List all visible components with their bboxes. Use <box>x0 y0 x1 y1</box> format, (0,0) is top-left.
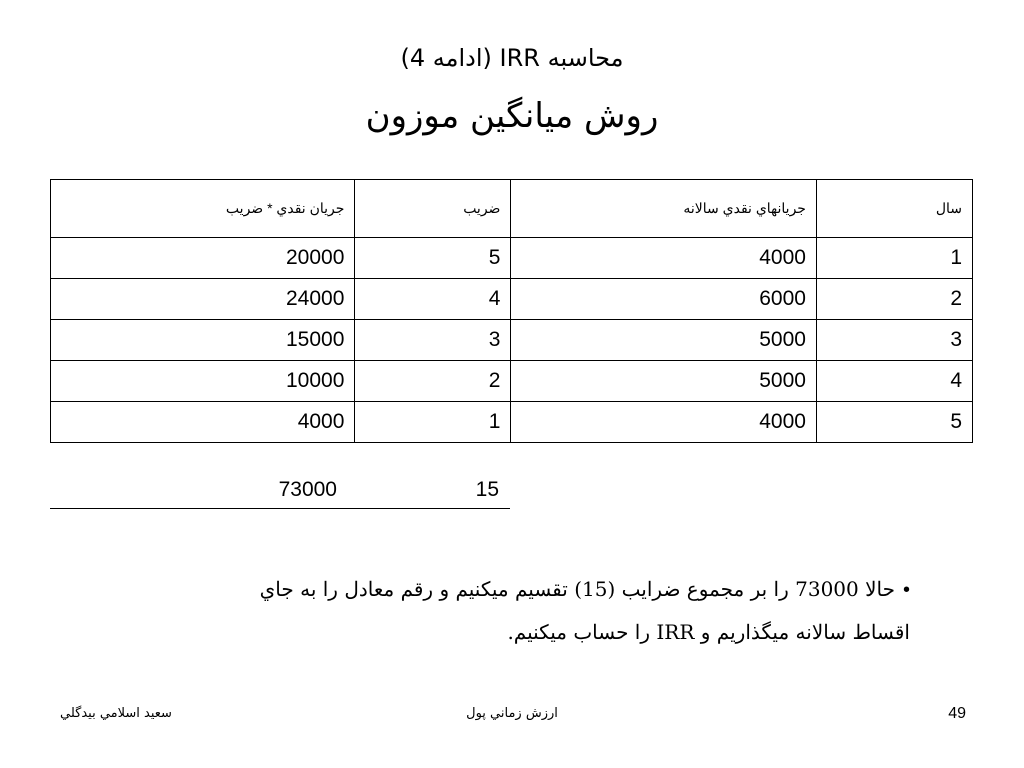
table-header-row <box>51 180 973 238</box>
slide-subtitle: محاسبه IRR (ادامه 4) <box>400 44 624 72</box>
table-row <box>51 320 973 361</box>
cell-year: 1 <box>816 238 972 279</box>
footer-author: سعيد اسلامي بيدگلي <box>60 706 172 721</box>
note-line-2: اقساط سالانه ميگذاريم و IRR را حساب ميكنيم. <box>507 620 910 644</box>
cell-coefficient: 1 <box>355 402 511 443</box>
header-coefficient: ضريب <box>355 180 511 238</box>
cell-cash-flow: 4000 <box>511 402 817 443</box>
bullet-icon: • <box>902 579 910 601</box>
cell-product: 20000 <box>51 238 355 279</box>
cell-product: 15000 <box>51 320 355 361</box>
cell-product: 4000 <box>51 402 355 443</box>
total-product: 73000 <box>278 478 337 501</box>
cell-product: 10000 <box>51 361 355 402</box>
cell-year: 4 <box>816 361 972 402</box>
note-text-1: حالا 73000 را بر مجموع ضرايب (15) تقسيم ميكنيم و رقم معادل را به جاي <box>259 577 895 601</box>
header-annual-cash-flow: جريانهاي نقدي سالانه <box>511 180 817 238</box>
totals-row <box>50 474 510 509</box>
page-number: 49 <box>948 705 966 722</box>
cell-cash-flow: 5000 <box>511 320 817 361</box>
cell-coefficient: 4 <box>355 279 511 320</box>
cell-coefficient: 2 <box>355 361 511 402</box>
footer-topic: ارزش زماني پول <box>466 706 558 721</box>
slide-title: روش ميانگين موزون <box>365 96 659 136</box>
note-line-1 <box>150 568 910 611</box>
cell-cash-flow: 5000 <box>511 361 817 402</box>
table-row <box>51 279 973 320</box>
explanation-note <box>150 568 910 653</box>
cell-cash-flow: 4000 <box>511 238 817 279</box>
cell-year: 3 <box>816 320 972 361</box>
table-row <box>51 361 973 402</box>
total-coefficient: 15 <box>475 478 499 501</box>
cell-coefficient: 3 <box>355 320 511 361</box>
cell-cash-flow: 6000 <box>511 279 817 320</box>
cash-flow-table <box>50 179 973 443</box>
table-row <box>51 402 973 443</box>
cell-coefficient: 5 <box>355 238 511 279</box>
header-year: سال <box>816 180 972 238</box>
cell-year: 5 <box>816 402 972 443</box>
table-row <box>51 238 973 279</box>
header-weighted-cash-flow: جريان نقدي * ضريب <box>51 180 355 238</box>
cell-product: 24000 <box>51 279 355 320</box>
cell-year: 2 <box>816 279 972 320</box>
